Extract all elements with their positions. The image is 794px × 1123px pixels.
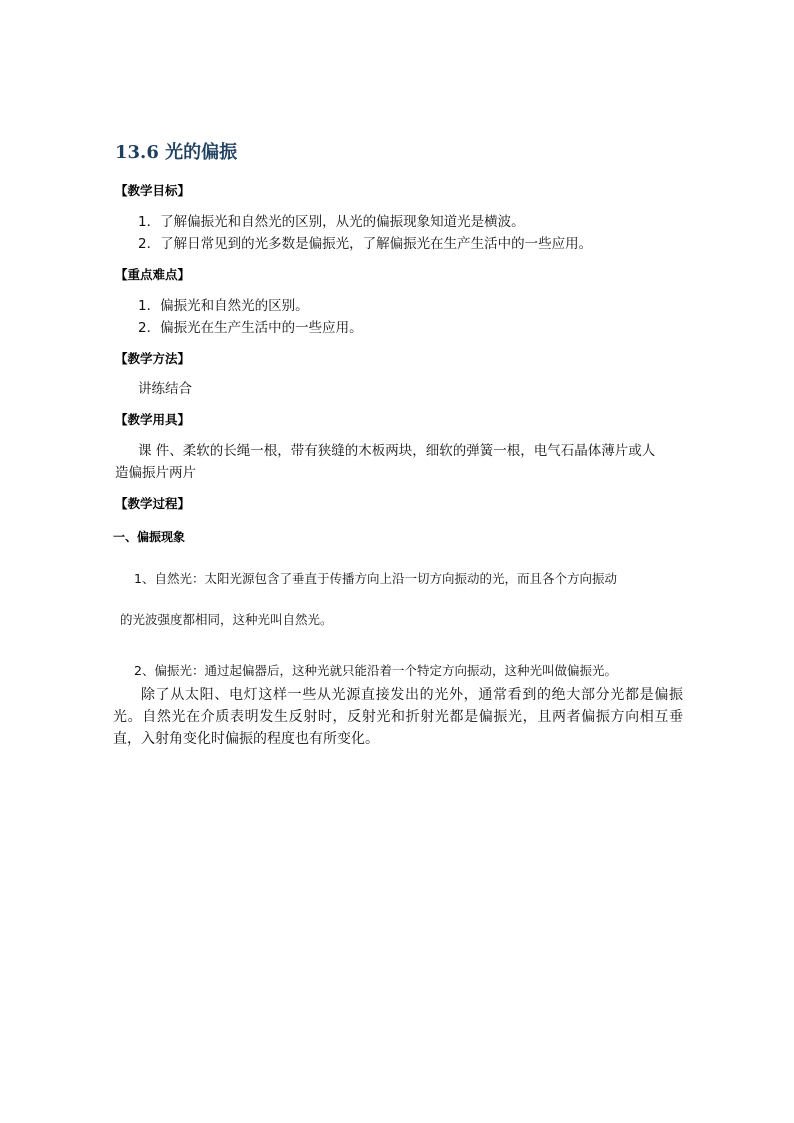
- objective-item-2: 2．了解日常见到的光多数是偏振光，了解偏振光在生产生活中的一些应用。: [138, 236, 593, 252]
- method-heading: 【教学方法】: [115, 351, 191, 366]
- key-point-item-1: 1．偏振光和自然光的区别。: [138, 298, 309, 314]
- process-heading: 【教学过程】: [115, 496, 191, 511]
- tools-heading: 【教学用具】: [115, 412, 191, 427]
- objectives-heading: 【教学目标】: [115, 183, 191, 198]
- page-title: 13.6 光的偏振: [115, 142, 238, 163]
- tools-text-line-1: 课 件、柔软的长绳一根，带有狭缝的木板两块，细软的弹簧一根，电气石晶体薄片或人: [138, 443, 656, 459]
- tools-text-line-2: 造偏振片两片: [115, 465, 196, 481]
- key-points-heading: 【重点难点】: [115, 267, 191, 282]
- method-text: 讲练结合: [138, 381, 192, 397]
- objective-item-1: 1．了解偏振光和自然光的区别，从光的偏振现象知道光是横波。: [138, 214, 525, 230]
- natural-light-line-1: 1、自然光：太阳光源包含了垂直于传播方向上沿一切方向振动的光，而且各个方向振动: [134, 571, 617, 586]
- polarization-paragraph: 除了从太阳、电灯这样一些从光源直接发出的光外，通常看到的绝大部分光都是偏振光。自然光在介质表明发生反射时，反射光和折射光都是偏振光，且两者偏振方向相互垂直，入射角变化时偏振的程度也有所变化。: [113, 687, 683, 747]
- polarized-light-line: 2、偏振光：通过起偏器后，这种光就只能沿着一个特定方向振动，这种光叫做偏振光。: [134, 663, 617, 678]
- key-point-item-2: 2．偏振光在生产生活中的一些应用。: [138, 320, 363, 336]
- process-subheading: 一、偏振现象: [113, 530, 186, 544]
- natural-light-line-2: 的光波强度都相同，这种光叫自然光。: [120, 612, 333, 627]
